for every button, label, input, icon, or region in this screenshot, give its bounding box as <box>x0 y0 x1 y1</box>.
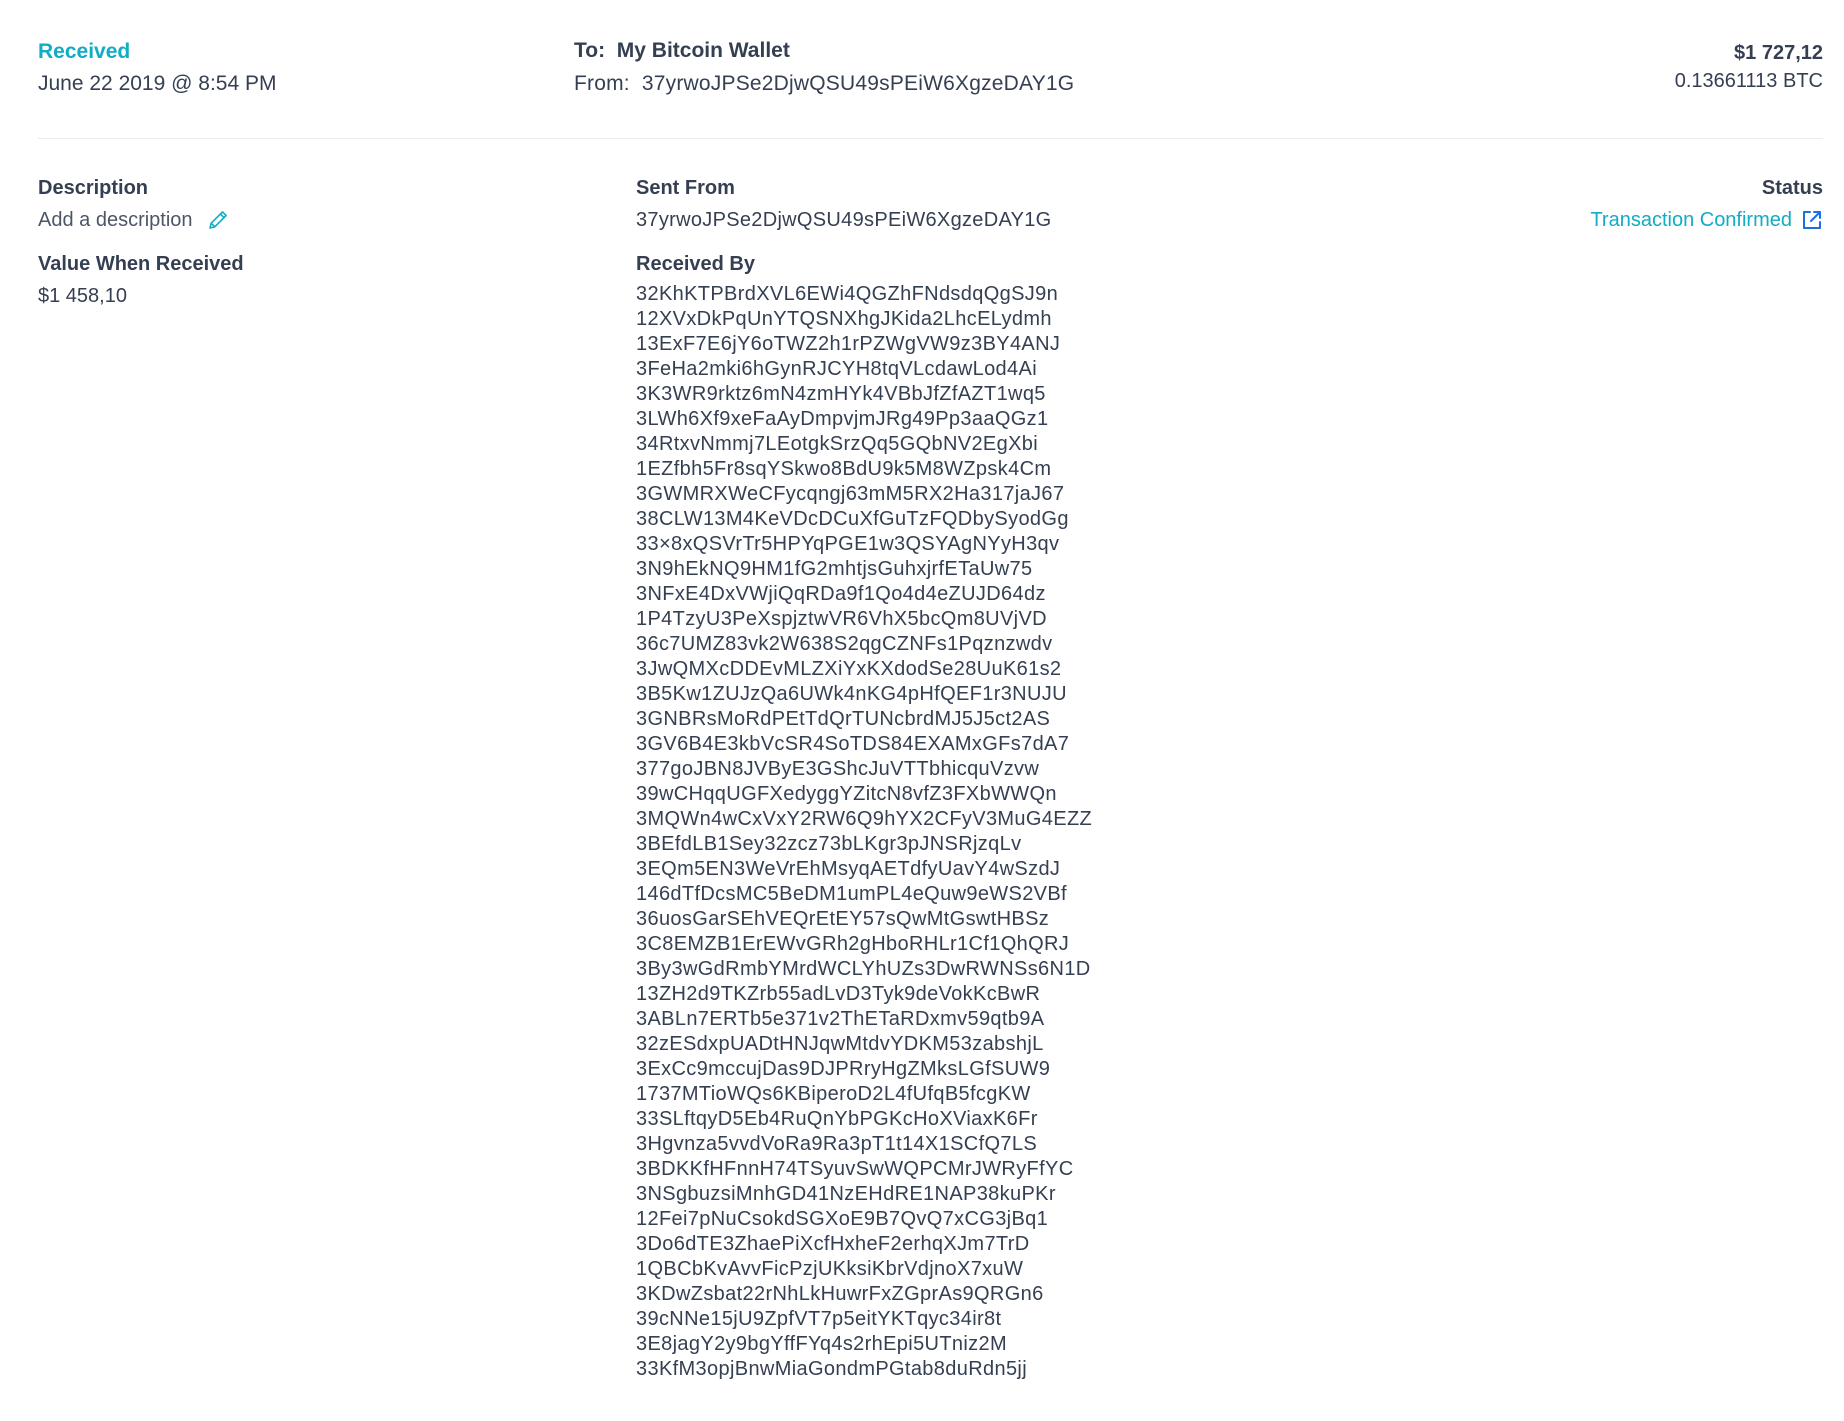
received-by-label: Received By <box>636 253 755 275</box>
received-by-address: 1737MTioWQs6KBiperoD2L4fUfqB5fcgKW <box>636 1083 1031 1105</box>
description-block <box>38 174 244 234</box>
details-column-left <box>38 174 244 310</box>
received-by-address: 3NFxE4DxVWjiQqRDa9f1Qo4d4eZUJD64dz <box>636 583 1046 605</box>
external-link-icon[interactable] <box>1801 209 1823 231</box>
summary-parties <box>574 37 1074 98</box>
value-received-block <box>38 250 244 310</box>
sent-from-label: Sent From <box>636 177 735 199</box>
received-by-address: 377goJBN8JVByE3GShcJuVTTbhicquVzvw <box>636 758 1040 780</box>
value-received: $1 458,10 <box>38 285 127 307</box>
description-edit[interactable] <box>38 206 244 234</box>
sent-from-block <box>636 174 1092 234</box>
amount-crypto: 0.13661113 BTC <box>1674 70 1823 92</box>
description-label: Description <box>38 177 149 199</box>
received-by-address: 32zESdxpUADtHNJqwMtdvYDKM53zabshjL <box>636 1033 1044 1055</box>
received-by-address: 3K3WR9rktz6mN4zmHYk4VBbJfZfAZT1wq5 <box>636 383 1046 405</box>
received-by-address: 3GWMRXWeCFycqngj63mM5RX2Ha317jaJ67 <box>636 483 1065 505</box>
received-by-address: 13ExF7E6jY6oTWZ2h1rPZWgVW9z3BY4ANJ <box>636 333 1061 355</box>
details-column-middle <box>636 174 1092 1382</box>
status-value[interactable]: Transaction Confirmed <box>1590 209 1792 231</box>
summary-status-group <box>38 38 276 98</box>
transaction-confirmed-link[interactable] <box>1590 206 1823 234</box>
transaction-summary[interactable] <box>38 0 1823 139</box>
received-by-address: 12XVxDkPqUnYTQSNXhgJKida2LhcELydmh <box>636 308 1052 330</box>
transaction-date: June 22 2019 @ 8:54 PM <box>38 72 277 95</box>
received-by-address: 3Do6dTE3ZhaePiXcfHxheF2erhqXJm7TrD <box>636 1233 1030 1255</box>
received-by-list <box>636 282 1092 1382</box>
received-by-address: 39cNNe15jU9ZpfVT7p5eitYKTqyc34ir8t <box>636 1308 1002 1330</box>
received-by-address: 3FeHa2mki6hGynRJCYH8tqVLcdawLod4Ai <box>636 358 1037 380</box>
details-column-right <box>1590 174 1823 234</box>
status-label: Status <box>1761 177 1823 199</box>
received-by-address: 38CLW13M4KeVDcDCuXfGuTzFQDbySyodGg <box>636 508 1069 530</box>
received-by-address: 3EQm5EN3WeVrEhMsyqAETdfyUavY4wSzdJ <box>636 858 1061 880</box>
description-placeholder[interactable]: Add a description <box>38 209 193 231</box>
received-by-address: 3BDKKfHFnnH74TSyuvSwWQPCMrJWRyFfYC <box>636 1158 1074 1180</box>
received-by-address: 39wCHqqUGFXedyggYZitcN8vfZ3FXbWWQn <box>636 783 1057 805</box>
to-label: To: <box>574 39 606 62</box>
received-by-address: 3Hgvnza5vvdVoRa9Ra3pT1t14X1SCfQ7LS <box>636 1133 1038 1155</box>
from-label: From: <box>574 72 630 95</box>
to-value: My Bitcoin Wallet <box>616 39 790 62</box>
received-by-address: 3JwQMXcDDEvMLZXiYxKXdodSe28UuK61s2 <box>636 658 1062 680</box>
value-received-label: Value When Received <box>38 253 244 275</box>
received-by-address: 3GNBRsMoRdPEtTdQrTUNcbrdMJ5J5ct2AS <box>636 708 1051 730</box>
received-by-address: 3LWh6Xf9xeFaAyDmpvjmJRg49Pp3aaQGz1 <box>636 408 1049 430</box>
summary-amounts <box>1675 40 1823 94</box>
received-by-address: 32KhKTPBrdXVL6EWi4QGZhFNdsdqQgSJ9n <box>636 283 1059 305</box>
received-by-address: 33×8xQSVrTr5HPYqPGE1w3QSYAgNYyH3qv <box>636 533 1060 555</box>
sent-from-address: 37yrwoJPSe2DjwQSU49sPEiW6XgzeDAY1G <box>636 209 1052 231</box>
received-by-address: 3ABLn7ERTb5e371v2ThETaRDxmv59qtb9A <box>636 1008 1045 1030</box>
received-by-address: 3MQWn4wCxVxY2RW6Q9hYX2CFyV3MuG4EZZ <box>636 808 1093 830</box>
received-by-address: 33KfM3opjBnwMiaGondmPGtab8duRdn5jj <box>636 1358 1028 1380</box>
received-by-address: 3E8jagY2y9bgYffFYq4s2rhEpi5UTniz2M <box>636 1333 1008 1355</box>
received-by-address: 1P4TzyU3PeXspjztwVR6VhX5bcQm8UVjVD <box>636 608 1047 630</box>
pencil-icon[interactable] <box>207 209 229 231</box>
received-by-address: 146dTfDcsMC5BeDM1umPL4eQuw9eWS2VBf <box>636 883 1067 905</box>
received-by-address: 36uosGarSEhVEQrEtEY57sQwMtGswtHBSz <box>636 908 1050 930</box>
received-by-address: 3BEfdLB1Sey32zcz73bLKgr3pJNSRjzqLv <box>636 833 1022 855</box>
received-by-address: 33SLftqyD5Eb4RuQnYbPGKcHoXViaxK6Fr <box>636 1108 1038 1130</box>
received-by-address: 34RtxvNmmj7LEotgkSrzQq5GQbNV2EgXbi <box>636 433 1039 455</box>
received-by-address: 3ExCc9mccujDas9DJPRryHgZMksLGfSUW9 <box>636 1058 1051 1080</box>
received-by-address: 1EZfbh5Fr8sqYSkwo8BdU9k5M8WZpsk4Cm <box>636 458 1052 480</box>
received-by-address: 13ZH2d9TKZrb55adLvD3Tyk9deVokKcBwR <box>636 983 1041 1005</box>
received-by-address: 3C8EMZB1ErEWvGRh2gHboRHLr1Cf1QhQRJ <box>636 933 1070 955</box>
received-by-address: 12Fei7pNuCsokdSGXoE9B7QvQ7xCG3jBq1 <box>636 1208 1049 1230</box>
received-by-block <box>636 250 1092 1382</box>
transaction-direction: Received <box>38 40 131 63</box>
from-line <box>574 70 1074 98</box>
received-by-address: 1QBCbKvAvvFicPzjUKksiKbrVdjnoX7xuW <box>636 1258 1024 1280</box>
received-by-address: 3NSgbuzsiMnhGD41NzEHdRE1NAP38kuPKr <box>636 1183 1056 1205</box>
received-by-address: 3N9hEkNQ9HM1fG2mhtjsGuhxjrfETaUw75 <box>636 558 1033 580</box>
received-by-address: 3By3wGdRmbYMrdWCLYhUZs3DwRWNSs6N1D <box>636 958 1091 980</box>
received-by-address: 3B5Kw1ZUJzQa6UWk4nKG4pHfQEF1r3NUJU <box>636 683 1067 705</box>
to-line <box>574 37 1074 65</box>
received-by-address: 3KDwZsbat22rNhLkHuwrFxZGprAs9QRGn6 <box>636 1283 1044 1305</box>
amount-fiat: $1 727,12 <box>1734 42 1823 64</box>
received-by-address: 3GV6B4E3kbVcSR4SoTDS84EXAMxGFs7dA7 <box>636 733 1070 755</box>
from-value: 37yrwoJPSe2DjwQSU49sPEiW6XgzeDAY1G <box>641 72 1075 95</box>
received-by-address: 36c7UMZ83vk2W638S2qgCZNFs1Pqznzwdv <box>636 633 1053 655</box>
